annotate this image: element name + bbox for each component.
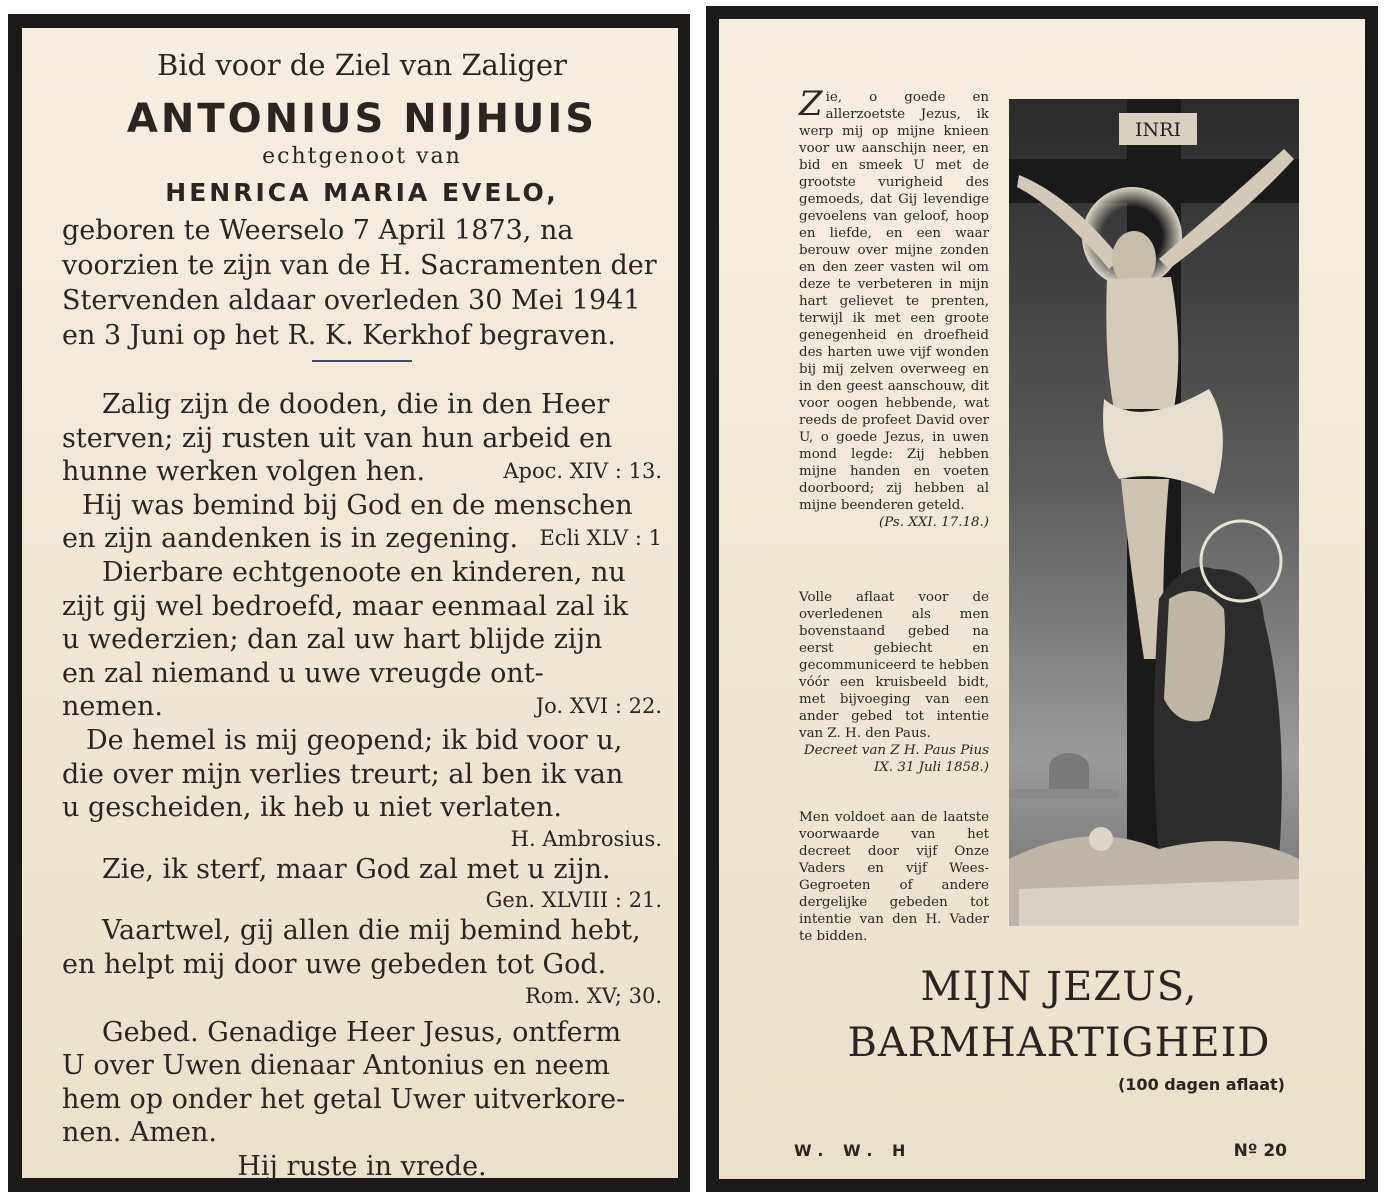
intro-line: Bid voor de Ziel van Zaliger [157, 48, 567, 82]
indulgence-text [799, 589, 989, 776]
verse-line: Zalig zijn de dooden, die in den Heer [102, 389, 610, 420]
verse-line: u wederzien; dan zal uw hart blijde zijn [62, 624, 603, 656]
verse-last-line [62, 455, 662, 489]
bio-line: geboren te Weerselo 7 April 1873, na [62, 215, 574, 246]
verse-line: hunne werken volgen hen. [62, 456, 426, 488]
verse-line: hem op onder het getal Uwer uitverkore- [62, 1083, 626, 1115]
publisher-mark: W. W. H [794, 1141, 913, 1160]
verse-line: Zie, ik sterf, maar God zal met u zijn. [102, 853, 611, 885]
verse-reference: Rom. XV; 30. [525, 983, 662, 1008]
verse-line: Gebed. Genadige Heer Jesus, ontferm [102, 1016, 622, 1048]
card-title [779, 959, 1339, 1071]
indulgence-body: Volle aflaat voor de overledenen als men bovenstaand gebed na eerst gebiecht en gecommuniceerd te hebben vóór een kruisbeeld bidt, met bijvoeging van een ander gebed tot intentie van Z. H. den Paus. [799, 590, 989, 741]
verse-line: zijt gij wel bedroefd, maar eenmaal zal ik [62, 590, 629, 622]
verse-line: Vaartwel, gij allen die mij bemind hebt, [102, 915, 641, 947]
bio-line: voorzien te zijn van de H. Sacramenten der [62, 250, 657, 281]
verse-reference: H. Ambrosius. [510, 826, 662, 851]
title-line: MIJN JEZUS, [920, 964, 1198, 1010]
verse-line: nen. Amen. [62, 1117, 217, 1149]
prayer-reference: (Ps. XXI. 17.18.) [879, 515, 989, 530]
skull [1089, 827, 1113, 851]
verse-last-line [62, 522, 662, 556]
crucifixion-illustration [1009, 99, 1299, 926]
city-skyline [1009, 789, 1119, 799]
verse-reference: Jo. XVI : 22. [535, 694, 662, 719]
deceased-name: ANTONIUS NIJHUIS [126, 96, 598, 142]
prayer-body: ie, o goede en allerzoetste Jezus, ik werp mij op mijne knieen voor uw aanschijn neer, en bid en smeek U met de grootste vurigheid des gemoeds, dat Gij levendige gevoelens van geloof, hoop en liefde, en een waar berouw over mijne zonden en den zeer vasten wil om deze te verbeteren in mijn hart gelievet te prenten, terwijl ik met een groote genegenheid en droefheid des harten uwe vijf wonden bij mij zelven overweeg en in den geest aanschouw, dit voor oogen hebbende, wat reeds de profeet David over U, o goede Jezus, in uwen mond legde: Zij hebben mijne handen en voeten doorboord; zij hebben al mijne beenderen geteld. [799, 90, 989, 513]
verse-reference: Ecli XLV : 1 [539, 526, 662, 551]
verse-line: U over Uwen dienaar Antonius en neem [62, 1050, 610, 1082]
verse-reference: Gen. XLVIII : 21. [485, 888, 662, 913]
verse-line: en zijn aandenken is in zegening. [62, 523, 519, 555]
verse-reference: Apoc. XIV : 13. [503, 459, 662, 484]
card-number: Nº 20 [1233, 1141, 1287, 1161]
verse-line: nemen. [62, 691, 163, 723]
verse-line: De hemel is mij geopend; ik bid voor u, [86, 724, 623, 756]
verse-line: Dierbare echtgenoote en kinderen, nu [102, 556, 626, 588]
verse-line: u gescheiden, ik heb u niet verlaten. [62, 792, 562, 824]
verse-line: en helpt mij door uwe gebeden tot God. [62, 948, 607, 980]
verse-line: die over mijn verlies treurt; al ben ik van [62, 758, 624, 790]
indulgence-subtitle: (100 dagen aflaat) [1117, 1075, 1285, 1094]
torso [1106, 277, 1178, 409]
biography [62, 213, 662, 353]
title-line: BARMHARTIGHEID [847, 1020, 1271, 1066]
verse-line: Hij was bemind bij God en de menschen [82, 489, 633, 521]
prayer-text [799, 84, 989, 531]
inri-text: INRI [1135, 119, 1181, 141]
bio-line: en 3 Juni op het R. K. Kerkhof begraven. [62, 320, 616, 351]
spouse-name: HENRICA MARIA EVELO, [165, 178, 559, 207]
indulgence-reference: Decreet van Z H. Paus Pius IX. 31 Juli 1858.) [803, 743, 989, 775]
verse-line: en zal niemand u uwe vreugde ont- [62, 657, 544, 689]
memorial-card-back [706, 6, 1378, 1192]
condition-text: Men voldoet aan de laatste voorwaarde van het decreet door vijf Onze Vaders en vijf Wees-Gegroeten of andere dergelijke gebeden tot intentie van den H. Vader te bidden. [799, 810, 989, 944]
divider-rule [312, 360, 412, 362]
memorial-card-front [8, 14, 690, 1192]
verse-line: sterven; zij rusten uit van hun arbeid en [62, 422, 613, 454]
crucifixion-image [1009, 99, 1299, 926]
closing-line: Hij ruste in vrede. [237, 1150, 487, 1182]
drop-cap: Z [799, 84, 823, 124]
verse-last-line [62, 690, 662, 724]
bio-line: Stervenden aldaar overleden 30 Mei 1941 [62, 285, 641, 316]
spouse-of-label: echtgenoot van [262, 144, 462, 169]
verses-block [62, 388, 662, 1183]
